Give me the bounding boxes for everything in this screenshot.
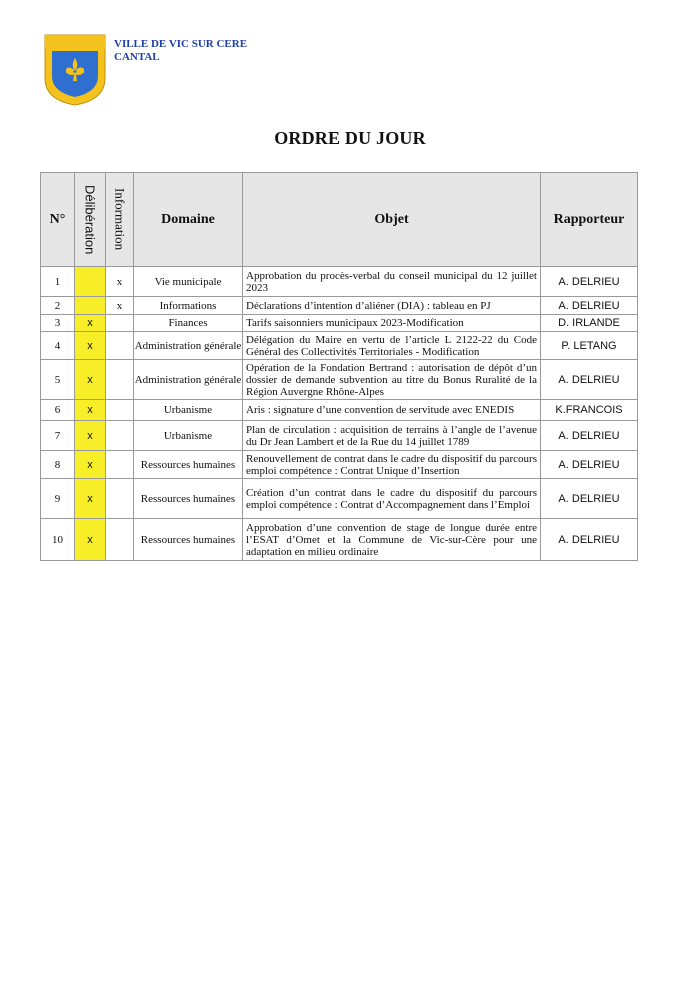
row-num: 8: [41, 451, 75, 479]
row-domaine: Urbanisme: [134, 400, 243, 421]
coat-of-arms-logo: [44, 34, 106, 106]
row-information: [106, 479, 134, 519]
row-num: 5: [41, 360, 75, 400]
row-objet: Aris : signature d’une convention de servitude avec ENEDIS: [243, 400, 541, 421]
row-deliberation: x: [75, 451, 106, 479]
row-deliberation: x: [75, 421, 106, 451]
row-objet: Déclarations d’intention d’aliéner (DIA) : tableau en PJ: [243, 297, 541, 315]
row-rapporteur: A. DELRIEU: [541, 297, 638, 315]
row-rapporteur: D. IRLANDE: [541, 315, 638, 332]
row-num: 9: [41, 479, 75, 519]
table-row: [41, 267, 638, 297]
row-objet: Approbation du procès-verbal du conseil municipal du 12 juillet 2023: [243, 267, 541, 297]
row-domaine: Ressources humaines: [134, 479, 243, 519]
header-information: [106, 173, 134, 267]
row-information: [106, 332, 134, 360]
town-name: [114, 38, 314, 64]
row-deliberation: x: [75, 315, 106, 332]
row-deliberation: x: [75, 400, 106, 421]
row-rapporteur: A. DELRIEU: [541, 267, 638, 297]
row-num: 2: [41, 297, 75, 315]
row-deliberation: x: [75, 332, 106, 360]
row-objet: Approbation d’une convention de stage de longue durée entre l’ESAT d’Omet et la Commune de Vic-sur-Cère pour une adaptation en milieu ordinaire: [243, 519, 541, 561]
table-row: [41, 421, 638, 451]
row-rapporteur: P. LETANG: [541, 332, 638, 360]
row-rapporteur: K.FRANCOIS: [541, 400, 638, 421]
agenda-table: [40, 172, 638, 561]
row-num: 10: [41, 519, 75, 561]
row-objet: Opération de la Fondation Bertrand : autorisation de dépôt d’un dossier de demande subvention au titre du Bonus Ruralité de la Région Auvergne Rhône-Alpes: [243, 360, 541, 400]
row-domaine: Administration générale: [134, 332, 243, 360]
row-information: [106, 421, 134, 451]
row-num: 3: [41, 315, 75, 332]
header-objet: Objet: [243, 173, 541, 267]
row-objet: Tarifs saisonniers municipaux 2023-Modification: [243, 315, 541, 332]
header-rapporteur: Rapporteur: [541, 173, 638, 267]
row-domaine: Ressources humaines: [134, 519, 243, 561]
row-deliberation: x: [75, 360, 106, 400]
table-row: [41, 332, 638, 360]
table-row: [41, 315, 638, 332]
row-domaine: Vie municipale: [134, 267, 243, 297]
department-name: CANTAL: [114, 51, 160, 63]
row-information: [106, 451, 134, 479]
row-domaine: Ressources humaines: [134, 451, 243, 479]
row-objet: Renouvellement de contrat dans le cadre du dispositif du parcours emploi compétence : Contrat Unique d’Insertion: [243, 451, 541, 479]
town-name-line: VILLE DE VIC SUR CERE: [114, 38, 248, 50]
row-rapporteur: A. DELRIEU: [541, 451, 638, 479]
row-rapporteur: A. DELRIEU: [541, 360, 638, 400]
header-information-label: Information: [112, 188, 128, 251]
row-information: [106, 519, 134, 561]
row-num: 4: [41, 332, 75, 360]
table-row: [41, 451, 638, 479]
table-row: [41, 519, 638, 561]
row-information: [106, 400, 134, 421]
header-deliberation: [75, 173, 106, 267]
table-header-row: [41, 173, 638, 267]
row-rapporteur: A. DELRIEU: [541, 519, 638, 561]
row-rapporteur: A. DELRIEU: [541, 421, 638, 451]
row-information: [106, 360, 134, 400]
table-row: [41, 400, 638, 421]
row-deliberation: x: [75, 519, 106, 561]
row-objet: Création d’un contrat dans le cadre du dispositif du parcours emploi compétence : Contrat d’Accompagnement dans l’Emploi: [243, 479, 541, 519]
row-num: 1: [41, 267, 75, 297]
row-information: x: [106, 297, 134, 315]
row-objet: Plan de circulation : acquisition de terrains à l’angle de l’avenue du Dr Jean Lambert et de la Rue du 14 juillet 1789: [243, 421, 541, 451]
row-domaine: Informations: [134, 297, 243, 315]
row-information: x: [106, 267, 134, 297]
table-row: [41, 360, 638, 400]
row-deliberation: [75, 297, 106, 315]
table-row: [41, 479, 638, 519]
row-num: 6: [41, 400, 75, 421]
row-rapporteur: A. DELRIEU: [541, 479, 638, 519]
row-domaine: Administration générale: [134, 360, 243, 400]
header-domaine: Domaine: [134, 173, 243, 267]
row-domaine: Finances: [134, 315, 243, 332]
page-title: ORDRE DU JOUR: [274, 128, 426, 148]
header-num: N°: [41, 173, 75, 267]
row-deliberation: x: [75, 479, 106, 519]
row-information: [106, 315, 134, 332]
row-num: 7: [41, 421, 75, 451]
row-domaine: Urbanisme: [134, 421, 243, 451]
row-objet: Délégation du Maire en vertu de l’article L 2122-22 du Code Général des Collectivités Territoriales - Modification: [243, 332, 541, 360]
header-deliberation-label: Délibération: [82, 184, 98, 255]
table-row: [41, 297, 638, 315]
row-deliberation: [75, 267, 106, 297]
